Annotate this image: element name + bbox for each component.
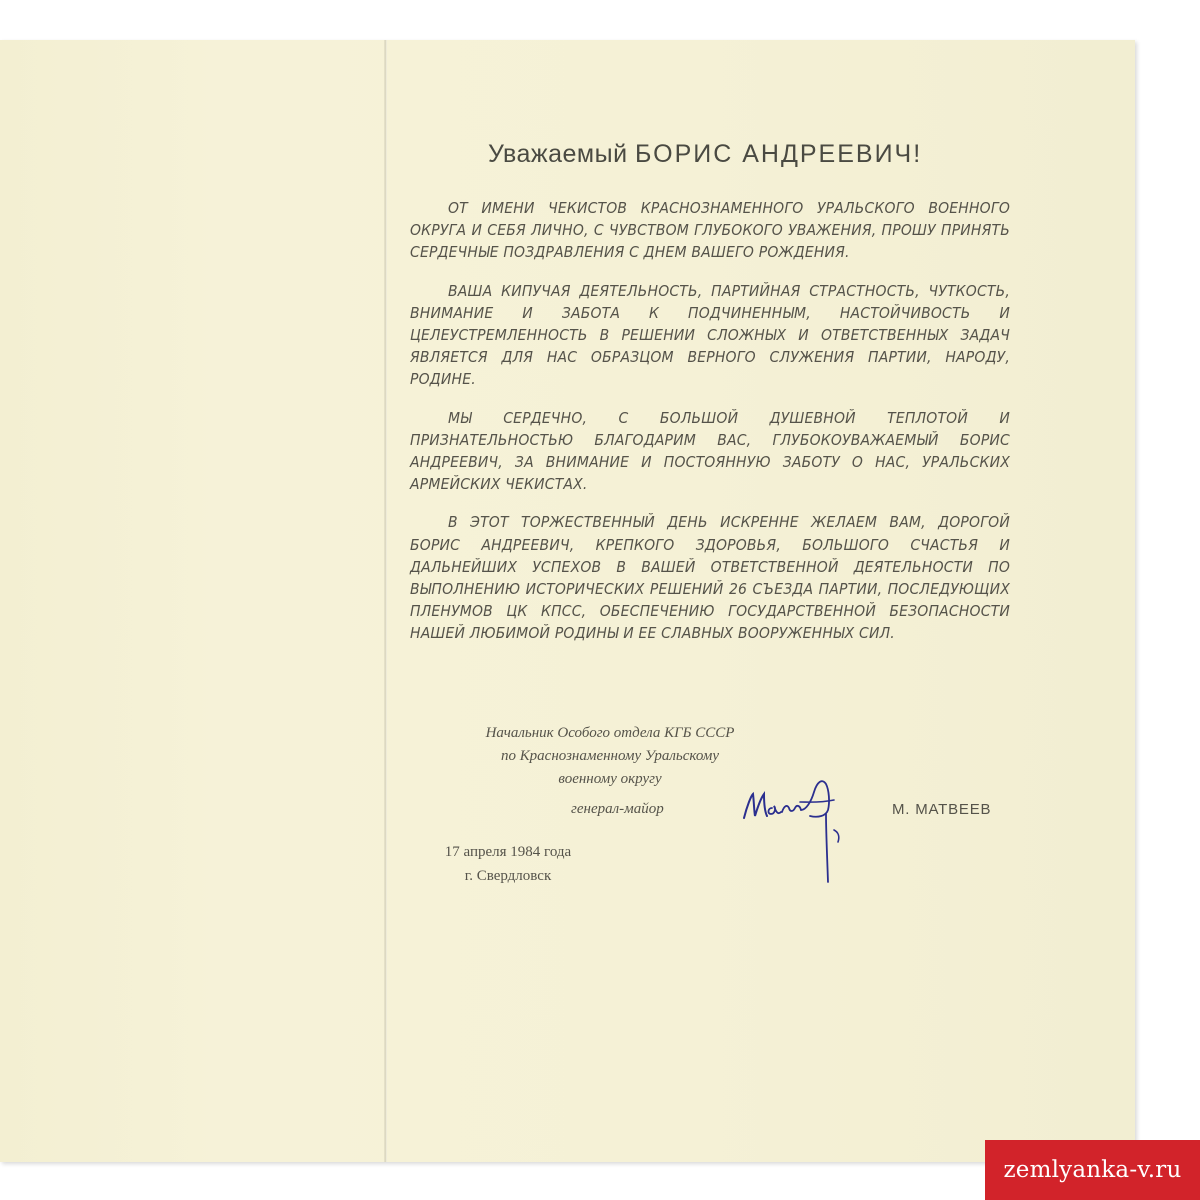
greeting-prefix: Уважаемый xyxy=(488,140,628,168)
handwritten-signature xyxy=(738,772,858,892)
page-fold xyxy=(384,40,387,1162)
paragraph-1: ОТ ИМЕНИ ЧЕКИСТОВ КРАСНОЗНАМЕННОГО УРАЛЬСКОГО ВОЕННОГО ОКРУГА И СЕБЯ ЛИЧНО, С ЧУВСТВОМ ГЛУБОКОГО УВАЖЕНИЯ, ПРОШУ ПРИНЯТЬ СЕРДЕЧНЫЕ ПОЗДРАВЛЕНИЯ С ДНЕМ ВАШЕГО РОЖДЕНИЯ. xyxy=(410,199,1010,262)
greeting-heading xyxy=(488,140,988,169)
letter-body xyxy=(410,197,1010,661)
watermark-text: zemlyanka-v.ru xyxy=(1003,1157,1182,1183)
signatory-name: М. МАТВЕЕВ xyxy=(892,801,992,818)
document-place: г. Свердловск xyxy=(464,868,552,884)
signatory-title-line-1: Начальник Особого отдела КГБ СССР xyxy=(485,725,735,741)
paragraph-3: МЫ СЕРДЕЧНО, С БОЛЬШОЙ ДУШЕВНОЙ ТЕПЛОТОЙ И ПРИЗНАТЕЛЬНОСТЬЮ БЛАГОДАРИМ ВАС, ГЛУБОКОУВАЖАЕМЫЙ БОРИС АНДРЕЕВИЧ, ЗА ВНИМАНИЕ И ПОСТОЯННУЮ ЗАБОТУ О НАС, УРАЛЬСКИХ АРМЕЙСКИХ ЧЕКИСТАХ. xyxy=(410,408,1010,494)
signatory-title-line-3: военному округу xyxy=(558,771,662,787)
signatory-title xyxy=(430,722,790,791)
date-place-block xyxy=(428,840,588,888)
paragraph-4: В ЭТОТ ТОРЖЕСТВЕННЫЙ ДЕНЬ ИСКРЕННЕ ЖЕЛАЕМ ВАМ, ДОРОГОЙ БОРИС АНДРЕЕВИЧ, КРЕПКОГО ЗДОРОВЬЯ, БОЛЬШОГО СЧАСТЬЯ И ДАЛЬНЕЙШИХ УСПЕХОВ В ВАШЕЙ ОТВЕТСТВЕННОЙ ДЕЯТЕЛЬНОСТИ ПО ВЫПОЛНЕНИЮ ИСТОРИЧЕСКИХ РЕШЕНИЙ 26 СЪЕЗДА ПАРТИИ, ПОСЛЕДУЮЩИХ ПЛЕНУМОВ ЦК КПСС, ОБЕСПЕЧЕНИЮ ГОСУДАРСТВЕННОЙ БЕЗОПАСНОСТИ НАШЕЙ ЛЮБИМОЙ РОДИНЫ И ЕЕ СЛАВНЫХ ВООРУЖЕННЫХ СИЛ. xyxy=(410,513,1010,643)
signatory-title-line-2: по Краснознаменному Уральскому xyxy=(500,748,720,764)
paragraph-2: ВАША КИПУЧАЯ ДЕЯТЕЛЬНОСТЬ, ПАРТИЙНАЯ СТРАСТНОСТЬ, ЧУТКОСТЬ, ВНИМАНИЕ И ЗАБОТА К ПОДЧИНЕННЫМ, НАСТОЙЧИВОСТЬ И ЦЕЛЕУСТРЕМЛЕННОСТЬ В РЕШЕНИИ СЛОЖНЫХ И ОТВЕТСТВЕННЫХ ЗАДАЧ ЯВЛЯЕТСЯ ДЛЯ НАС ОБРАЗЦОМ ВЕРНОГО СЛУЖЕНИЯ ПАРТИИ, НАРОДУ, РОДИНЕ. xyxy=(410,281,1010,389)
document-date: 17 апреля 1984 года xyxy=(444,844,572,860)
watermark-badge xyxy=(985,1140,1200,1200)
greeting-name: БОРИС АНДРЕЕВИЧ! xyxy=(635,140,923,168)
signatory-rank: генерал-майор xyxy=(571,801,664,817)
